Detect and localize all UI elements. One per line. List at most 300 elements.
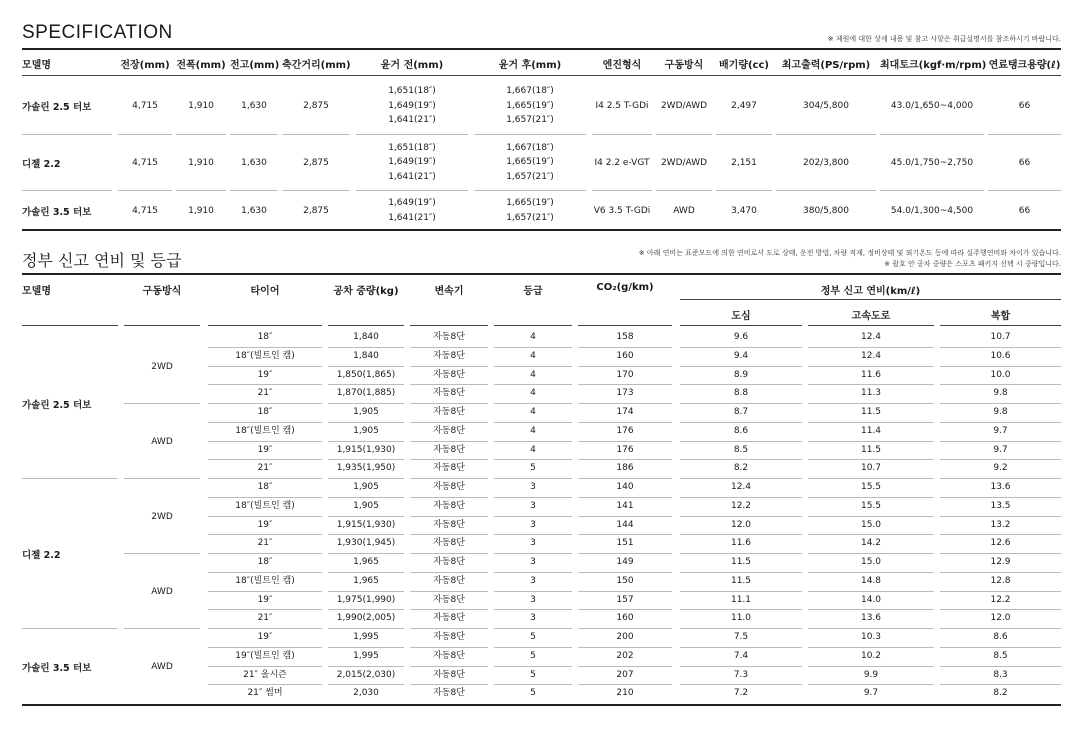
divider (940, 684, 1061, 685)
fuel-cell: 9.8 (993, 388, 1008, 399)
fuel-cell: 12.2 (730, 500, 752, 511)
fuel-cell: 자동8단 (433, 407, 465, 417)
fuel-notes (639, 248, 1061, 270)
spec-cell: 54.0/1,300~4,500 (890, 205, 974, 216)
fuel-cell: 1,905 (353, 482, 379, 492)
divider (22, 229, 1061, 231)
divider (494, 441, 572, 442)
fuel-cell: 1,930(1,945) (336, 538, 396, 549)
divider (22, 75, 1061, 76)
divider (808, 647, 934, 648)
divider (494, 516, 572, 517)
fuel-header-model: 모델명 (22, 286, 51, 297)
spec-header: 엔진형식 (602, 60, 642, 71)
divider (578, 553, 672, 554)
divider (410, 403, 488, 404)
divider (494, 422, 572, 423)
divider (328, 478, 404, 479)
spec-cell: I4 2.2 e-VGT (594, 157, 650, 168)
fuel-cell: 자동8단 (433, 688, 465, 699)
fuel-cell: 9.9 (863, 669, 879, 680)
divider (578, 591, 672, 592)
divider (940, 441, 1061, 442)
divider (808, 422, 934, 423)
divider (680, 534, 802, 535)
divider (808, 366, 934, 367)
spec-header: 전폭(mm) (176, 60, 226, 71)
fuel-header-eff: 정부 신고 연비(km/ℓ) (820, 286, 921, 297)
divider (494, 572, 572, 573)
fuel-cell: 1,905 (353, 425, 379, 436)
fuel-cell: 3 (530, 500, 536, 511)
fuel-model: 가솔린 3.5 터보 (22, 662, 92, 674)
spec-cell: 4,715 (132, 205, 158, 216)
spec-tread (356, 84, 468, 128)
fuel-cell: 자동8단 (433, 519, 465, 530)
divider (680, 299, 1061, 300)
divider (22, 134, 112, 135)
spec-tread (474, 141, 586, 185)
divider (328, 441, 404, 442)
fuel-cell: 13.2 (990, 519, 1011, 530)
fuel-cell: 210 (616, 688, 634, 699)
spec-tread-value: 1,649(19″) (388, 198, 436, 208)
divider (578, 441, 672, 442)
divider (680, 422, 802, 423)
divider (410, 666, 488, 667)
fuel-cell: 8.6 (993, 632, 1008, 642)
spec-cell: 43.0/1,650~4,000 (890, 101, 974, 111)
spec-header: 모델명 (22, 60, 51, 71)
divider (328, 609, 404, 610)
fuel-cell: 4 (530, 332, 536, 342)
divider (494, 478, 572, 479)
spec-cell: 2WD/AWD (660, 157, 708, 168)
divider (578, 628, 672, 629)
spec-tread-value: 1,649(19″) (388, 100, 436, 111)
divider (494, 403, 572, 404)
divider (328, 347, 404, 348)
divider (680, 459, 802, 460)
spec-cell: 45.0/1,750~2,750 (890, 157, 974, 168)
divider (808, 325, 934, 326)
fuel-cell: 149 (616, 557, 634, 567)
divider (328, 591, 404, 592)
divider (578, 609, 672, 610)
spec-cell: 2,875 (303, 157, 329, 168)
divider (716, 134, 772, 135)
fuel-subheader: 복합 (990, 311, 1011, 322)
divider (124, 403, 200, 404)
fuel-cell: 8.3 (993, 669, 1008, 680)
divider (808, 516, 934, 517)
divider (578, 366, 672, 367)
divider (328, 422, 404, 423)
fuel-header-tire: 타이어 (250, 286, 280, 297)
divider (328, 684, 404, 685)
divider (410, 534, 488, 535)
divider (410, 628, 488, 629)
divider (592, 190, 652, 191)
divider (22, 190, 112, 191)
divider (494, 347, 572, 348)
fuel-cell: 19″ (257, 369, 273, 380)
fuel-cell: 3 (530, 557, 536, 567)
divider (208, 609, 322, 610)
divider (808, 572, 934, 573)
divider (940, 422, 1061, 423)
fuel-cell: 21″ (257, 388, 273, 399)
fuel-cell: 자동8단 (433, 444, 465, 455)
divider (410, 325, 488, 326)
divider (410, 422, 488, 423)
divider (356, 190, 468, 191)
fuel-cell: 자동8단 (433, 613, 465, 624)
divider (410, 366, 488, 367)
divider (208, 647, 322, 648)
fuel-cell: 12.9 (990, 557, 1011, 567)
divider (808, 347, 934, 348)
divider (808, 441, 934, 442)
divider (680, 591, 802, 592)
divider (124, 478, 200, 479)
fuel-cell: 4 (530, 407, 536, 417)
fuel-cell: 1,870(1,885) (336, 388, 396, 399)
divider (208, 403, 322, 404)
fuel-cell: 10.3 (860, 632, 882, 642)
fuel-cell: 14.2 (860, 538, 882, 549)
fuel-cell: 19″ (257, 444, 273, 455)
fuel-cell: 14.8 (860, 575, 882, 586)
divider (230, 190, 278, 191)
divider (656, 190, 712, 191)
divider (494, 647, 572, 648)
fuel-cell: 3 (530, 594, 536, 605)
divider (328, 628, 404, 629)
fuel-cell: 12.0 (730, 519, 752, 530)
fuel-cell: 150 (616, 575, 634, 586)
fuel-cell: 202 (616, 650, 634, 661)
divider (808, 628, 934, 629)
fuel-cell: 5 (530, 650, 536, 661)
divider (592, 134, 652, 135)
divider (940, 403, 1061, 404)
fuel-cell: 158 (616, 332, 634, 342)
divider (410, 459, 488, 460)
spec-cell: 304/5,800 (803, 101, 849, 111)
fuel-cell: 15.0 (860, 557, 882, 567)
fuel-cell: 1,995 (353, 632, 379, 642)
divider (410, 441, 488, 442)
fuel-cell: 157 (616, 594, 634, 605)
fuel-cell: 자동8단 (433, 575, 465, 586)
fuel-header-grade: 등급 (523, 286, 543, 297)
divider (208, 516, 322, 517)
spec-header: 구동방식 (664, 60, 704, 71)
divider (410, 347, 488, 348)
divider (808, 403, 934, 404)
fuel-cell: 11.5 (860, 444, 882, 455)
spec-cell: 1,910 (188, 157, 214, 168)
divider (124, 325, 200, 326)
spec-tread-value: 1,651(18″) (388, 142, 436, 153)
fuel-cell: 15.0 (860, 519, 882, 530)
fuel-cell: 자동8단 (433, 500, 465, 511)
divider (22, 273, 1061, 275)
fuel-cell: 3 (530, 519, 536, 530)
fuel-note-2: ※ 괄호 안 공차 중량은 스포츠 패키지 선택 시 중량입니다. (884, 260, 1061, 268)
spec-cell: 202/3,800 (803, 157, 849, 168)
spec-tread-value: 1,641(21″) (388, 115, 436, 126)
fuel-subheader: 도심 (731, 311, 751, 322)
fuel-cell: 8.8 (733, 388, 749, 399)
divider (22, 325, 118, 326)
divider (680, 572, 802, 573)
divider (776, 134, 876, 135)
fuel-cell: 12.4 (730, 482, 752, 492)
fuel-cell: 176 (616, 444, 634, 455)
spec-cell: 1,630 (241, 157, 267, 168)
spec-header: 축간거리(mm) (282, 60, 351, 71)
divider (22, 628, 118, 629)
divider (940, 478, 1061, 479)
fuel-cell: 21″ 올시즌 (243, 669, 287, 680)
spec-header: 최대토크(kgf·m/rpm) (880, 60, 987, 71)
fuel-cell: 11.0 (730, 613, 752, 624)
spec-header: 전고(mm) (230, 60, 280, 71)
fuel-cell: 자동8단 (433, 482, 465, 492)
divider (328, 666, 404, 667)
fuel-cell: 18″(빌트인 캠) (235, 500, 295, 511)
fuel-cell: 5 (530, 632, 536, 642)
spec-cell: 4,715 (132, 101, 158, 111)
divider (494, 591, 572, 592)
divider (410, 478, 488, 479)
fuel-cell: 자동8단 (433, 425, 465, 436)
spec-tread-value: 1,667(18″) (506, 142, 554, 153)
fuel-header-co2: CO₂(g/km) (596, 282, 654, 293)
fuel-cell: 12.4 (860, 332, 882, 342)
spec-cell: 2,875 (303, 101, 329, 111)
divider (578, 572, 672, 573)
fuel-cell: 13.6 (990, 482, 1011, 492)
fuel-cell: 자동8단 (433, 463, 465, 474)
fuel-cell: 7.4 (733, 650, 749, 661)
spec-cell: 4,715 (132, 157, 158, 168)
fuel-subheader: 고속도로 (851, 311, 891, 322)
divider (940, 497, 1061, 498)
divider (680, 628, 802, 629)
divider (578, 347, 672, 348)
fuel-cell: 21″ (257, 613, 273, 624)
fuel-cell: 7.3 (733, 669, 749, 680)
divider (328, 384, 404, 385)
spec-tread-value: 1,665(19″) (506, 100, 554, 111)
divider (328, 325, 404, 326)
spec-tread-value: 1,667(18″) (506, 86, 554, 97)
fuel-cell: 자동8단 (433, 332, 465, 342)
divider (680, 441, 802, 442)
divider (208, 572, 322, 573)
divider (940, 572, 1061, 573)
fuel-cell: 141 (616, 500, 634, 511)
fuel-cell: 15.5 (860, 482, 882, 492)
fuel-cell: 자동8단 (433, 557, 465, 567)
fuel-header-trans: 변속기 (434, 286, 464, 297)
fuel-drive: AWD (151, 661, 173, 672)
divider (410, 591, 488, 592)
spec-header: 윤거 후(mm) (498, 60, 562, 71)
divider (494, 666, 572, 667)
divider (328, 366, 404, 367)
divider (176, 134, 226, 135)
divider (578, 325, 672, 326)
spec-title: SPECIFICATION (22, 22, 173, 43)
divider (680, 325, 802, 326)
divider (328, 497, 404, 498)
divider (118, 190, 172, 191)
fuel-cell: 11.3 (860, 388, 882, 399)
fuel-cell: 173 (616, 388, 634, 399)
fuel-drive: 2WD (151, 511, 173, 522)
fuel-cell: 10.7 (990, 332, 1011, 342)
spec-cell: V6 3.5 T-GDi (593, 205, 651, 216)
fuel-cell: 7.5 (733, 632, 749, 642)
divider (656, 134, 712, 135)
divider (494, 684, 572, 685)
spec-cell: 66 (1018, 157, 1031, 168)
fuel-cell: 1,850(1,865) (336, 369, 396, 380)
divider (410, 553, 488, 554)
divider (880, 134, 984, 135)
divider (680, 384, 802, 385)
spec-cell: 3,470 (731, 205, 757, 216)
divider (578, 478, 672, 479)
spec-tread (356, 141, 468, 185)
spec-cell: 380/5,800 (803, 205, 849, 216)
fuel-cell: 8.5 (993, 650, 1008, 661)
spec-header: 최고출력(PS/rpm) (781, 60, 871, 71)
divider (880, 190, 984, 191)
fuel-cell: 11.1 (730, 594, 752, 605)
spec-header: 연료탱크용량(ℓ) (988, 60, 1061, 71)
divider (410, 384, 488, 385)
spec-cell: 2,497 (731, 101, 757, 111)
divider (494, 553, 572, 554)
divider (208, 628, 322, 629)
fuel-drive: AWD (151, 586, 173, 597)
divider (410, 516, 488, 517)
fuel-cell: 170 (616, 369, 634, 380)
divider (328, 459, 404, 460)
spec-cell: 1,630 (241, 205, 267, 216)
fuel-cell: 1,935(1,950) (336, 463, 396, 474)
divider (328, 403, 404, 404)
divider (808, 591, 934, 592)
fuel-cell: 3 (530, 538, 536, 549)
divider (988, 190, 1061, 191)
divider (680, 403, 802, 404)
fuel-cell: 18″(빌트인 캠) (235, 350, 295, 361)
divider (776, 190, 876, 191)
divider (356, 134, 468, 135)
divider (940, 609, 1061, 610)
fuel-cell: 21″ 썸머 (247, 688, 283, 699)
divider (680, 647, 802, 648)
fuel-cell: 19″(빌트인 캠) (235, 650, 295, 661)
divider (940, 347, 1061, 348)
divider (578, 459, 672, 460)
fuel-drive: AWD (151, 436, 173, 447)
divider (410, 609, 488, 610)
divider (208, 384, 322, 385)
fuel-cell: 18″ (257, 407, 273, 417)
spec-tread-value: 1,641(21″) (388, 212, 436, 223)
fuel-cell: 5 (530, 463, 536, 474)
divider (494, 459, 572, 460)
fuel-cell: 9.7 (993, 425, 1008, 436)
fuel-cell: 3 (530, 575, 536, 586)
divider (808, 666, 934, 667)
divider (940, 534, 1061, 535)
fuel-cell: 9.8 (993, 407, 1008, 417)
divider (22, 478, 118, 479)
fuel-cell: 4 (530, 425, 536, 436)
fuel-cell: 160 (616, 350, 634, 361)
spec-model: 가솔린 3.5 터보 (22, 206, 92, 218)
divider (940, 591, 1061, 592)
divider (940, 516, 1061, 517)
spec-tread-value: 1,657(21″) (506, 115, 554, 126)
fuel-cell: 1,990(2,005) (336, 613, 396, 624)
spec-cell: 2,875 (303, 205, 329, 216)
fuel-cell: 자동8단 (433, 538, 465, 549)
fuel-cell: 2,030 (353, 688, 379, 699)
divider (410, 572, 488, 573)
fuel-cell: 12.2 (990, 594, 1011, 605)
divider (124, 628, 200, 629)
spec-tread-value: 1,649(19″) (388, 157, 436, 168)
fuel-cell: 207 (616, 669, 634, 680)
fuel-cell: 4 (530, 388, 536, 399)
fuel-cell: 4 (530, 350, 536, 361)
divider (940, 325, 1061, 326)
fuel-cell: 1,840 (353, 332, 379, 342)
spec-cell: 66 (1018, 101, 1031, 111)
fuel-cell: 9.4 (733, 350, 749, 361)
divider (474, 190, 586, 191)
fuel-cell: 18″ (257, 557, 273, 567)
fuel-cell: 200 (616, 632, 634, 642)
fuel-model: 가솔린 2.5 터보 (22, 400, 92, 411)
spec-tread-value: 1,657(21″) (506, 212, 554, 223)
spec-cell: 1,630 (241, 101, 267, 111)
spec-cell: I4 2.5 T-GDi (595, 101, 649, 111)
divider (578, 666, 672, 667)
divider (410, 497, 488, 498)
divider (176, 190, 226, 191)
fuel-cell: 11.5 (730, 557, 752, 567)
spec-tread (356, 196, 468, 225)
divider (208, 422, 322, 423)
divider (680, 516, 802, 517)
fuel-cell: 10.6 (990, 350, 1011, 361)
spec-header: 윤거 전(mm) (380, 60, 444, 71)
divider (808, 534, 934, 535)
fuel-cell: 자동8단 (433, 650, 465, 661)
fuel-cell: 12.4 (860, 350, 882, 361)
fuel-cell: 12.0 (990, 613, 1011, 624)
